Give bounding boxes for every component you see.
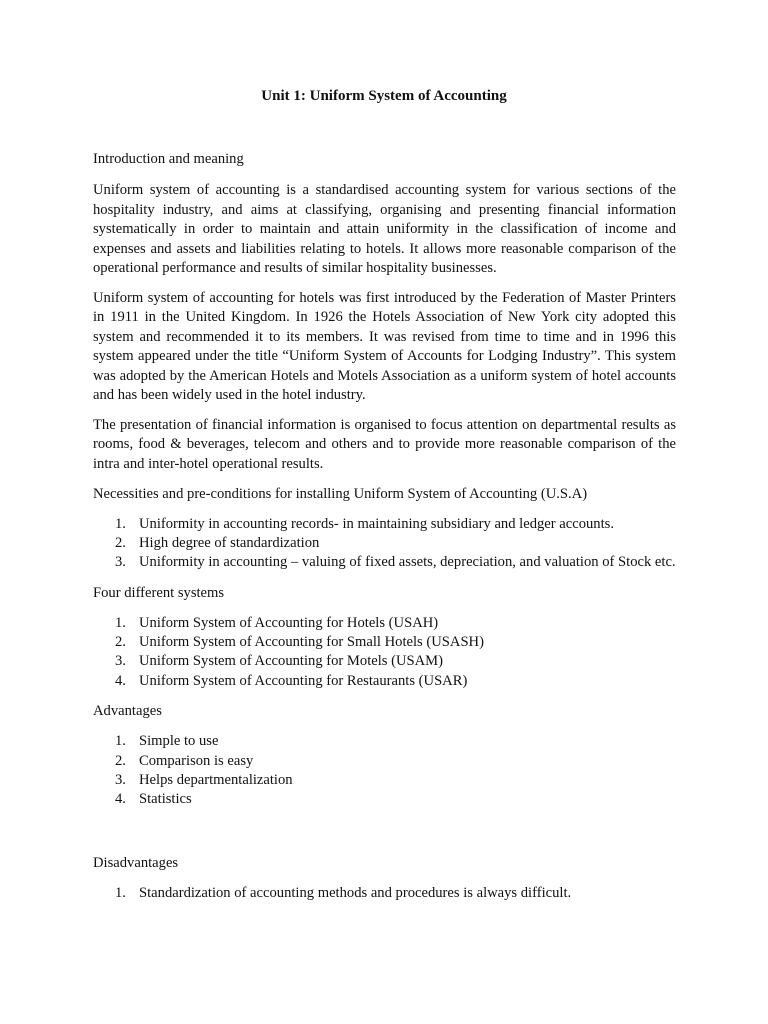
- list-item: [93, 652, 676, 671]
- intro-heading: Introduction and meaning: [93, 151, 244, 167]
- list-item: [93, 633, 676, 652]
- disadvantages-list: [93, 884, 676, 903]
- disadvantages-heading: Disadvantages: [93, 854, 179, 871]
- list-item-text: High degree of standardization: [139, 534, 320, 551]
- document-title: Unit 1: Uniform System of Accounting: [261, 88, 507, 104]
- list-item: [93, 672, 676, 691]
- list-item-text: Comparison is easy: [139, 752, 254, 769]
- list-item-text: Statistics: [139, 791, 192, 808]
- systems-heading: Four different systems: [93, 584, 225, 601]
- list-number: 3.: [115, 554, 126, 571]
- list-item: [93, 752, 676, 771]
- list-item-text: Uniformity in accounting records- in maintaining subsidiary and ledger accounts.: [139, 515, 614, 532]
- list-item-text: Uniform System of Accounting for Hotels (USAH): [139, 614, 439, 631]
- list-number: 3.: [115, 771, 126, 788]
- list-item: [93, 732, 676, 751]
- list-item: [93, 553, 676, 572]
- list-number: 4.: [115, 791, 126, 808]
- systems-list: [93, 614, 676, 692]
- list-item-text: Uniformity in accounting – valuing of fixed assets, depreciation, and valuation of Stock etc.: [139, 554, 676, 571]
- list-item-text: Helps departmentalization: [139, 771, 293, 788]
- list-item-text: Uniform System of Accounting for Small Hotels (USASH): [139, 634, 484, 651]
- advantages-list: [93, 732, 676, 810]
- list-item: [93, 884, 676, 903]
- list-number: 1.: [115, 515, 126, 532]
- list-item-text: Simple to use: [139, 733, 219, 750]
- list-item: [93, 515, 676, 534]
- section-spacer: [93, 821, 676, 854]
- document-body: [93, 150, 676, 914]
- list-number: 1.: [115, 733, 126, 750]
- list-item-text: Uniform System of Accounting for Restaurants (USAR): [139, 672, 468, 689]
- list-number: 2.: [115, 634, 126, 651]
- necessities-heading: Necessities and pre-conditions for installing Uniform System of Accounting (U.S.A): [93, 485, 588, 502]
- presentation-paragraph: The presentation of financial information is organised to focus attention on departmental results as rooms, food & beverages, telecom and others and to provide more reasonable comparison of the intra and inter-hotel operational results.: [93, 416, 676, 472]
- history-paragraph: Uniform system of accounting for hotels was first introduced by the Federation of Master Printers in 1911 in the United Kingdom. In 1926 the Hotels Association of New York city adopted this system and recommended it to its members. It was revised from time to time and in 1996 this system appeared under the title “Uniform System of Accounts for Lodging Industry”. This system was adopted by the American Hotels and Motels Association as a uniform system of hotel accounts and has been widely used in the hotel industry.: [93, 289, 676, 403]
- list-item: [93, 790, 676, 809]
- list-number: 3.: [115, 653, 126, 670]
- list-item: [93, 534, 676, 553]
- list-number: 4.: [115, 672, 126, 689]
- intro-paragraph-1: Uniform system of accounting is a standardised accounting system for various sections of the hospitality industry, and aims at classifying, organising and presenting financial information systematically in order to maintain and attain uniformity in the classification of income and expenses and assets and liabilities relating to hotels. It allows more reasonable comparison of the operational performance and results of similar hospitality businesses.: [93, 182, 676, 277]
- necessities-list: [93, 515, 676, 573]
- list-item: [93, 771, 676, 790]
- list-item: [93, 614, 676, 633]
- list-item-text: Uniform System of Accounting for Motels (USAM): [139, 653, 444, 670]
- advantages-heading: Advantages: [93, 703, 162, 720]
- list-number: 2.: [115, 752, 126, 769]
- list-number: 2.: [115, 534, 126, 551]
- list-number: 1.: [115, 884, 126, 901]
- list-number: 1.: [115, 614, 126, 631]
- list-item-text: Standardization of accounting methods and procedures is always difficult.: [139, 884, 572, 901]
